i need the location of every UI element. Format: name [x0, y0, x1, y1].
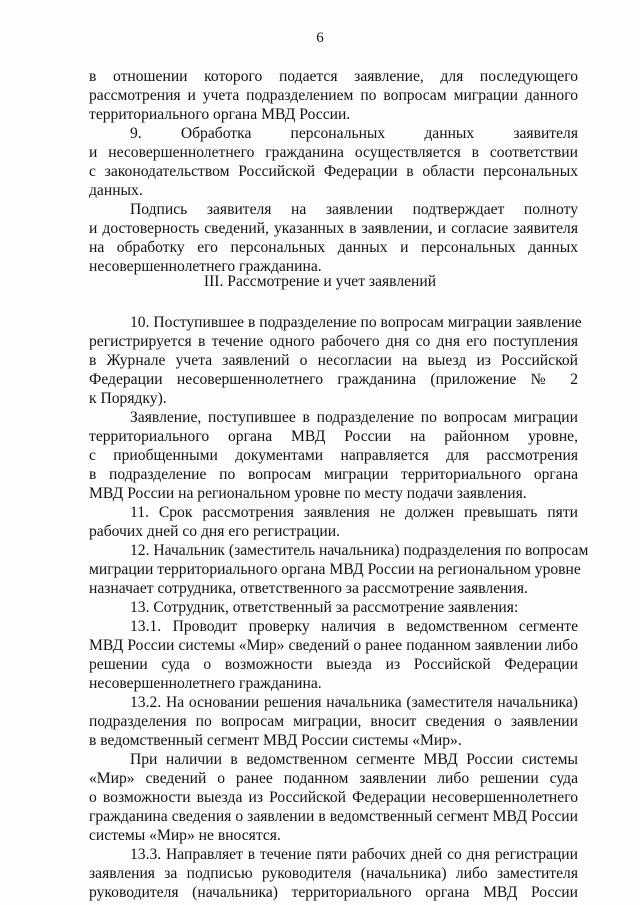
text-line: 12. Начальник (заместитель начальника) подразделения по вопросам [130, 542, 589, 559]
text-line: Федерации несовершеннолетнего гражданина (приложение № 2 [89, 371, 578, 388]
text-line: 10. Поступившее в подразделение по вопросам миграции заявление [130, 314, 582, 331]
text-line: подразделения по вопросам миграции, вносит сведения о заявлении [89, 713, 578, 730]
text-line: Подпись заявителя на заявлении подтверждает полноту [130, 201, 578, 218]
text-line: в подразделение по вопросам миграции территориального органа [89, 466, 578, 483]
text-line: При наличии в ведомственном сегменте МВД России системы [130, 751, 578, 768]
text-line: заявления за подписью руководителя (начальника) либо заместителя [89, 865, 578, 882]
text-line: «Мир» сведений о ранее поданном заявлении либо решении суда [89, 770, 578, 787]
text-line: 13.3. Направляет в течение пяти рабочих дней со дня регистрации [130, 846, 578, 863]
text-line: миграции территориального органа МВД России на региональном уровне [89, 561, 581, 578]
text-line: на обработку его персональных данных и персональных данных [89, 239, 578, 256]
text-line: и несовершеннолетнего гражданина осуществляется в соответствии [89, 144, 578, 161]
text-line: 13.2. На основании решения начальника (заместителя начальника) [130, 694, 578, 711]
text-line: МВД России системы «Мир» сведений о ранее поданном заявлении либо [89, 637, 578, 654]
text-line: о возможности выезда из Российской Федерации несовершеннолетнего [89, 789, 578, 806]
text-line: территориального органа МВД России. [89, 106, 351, 123]
text-line: Заявление, поступившее в подразделение по вопросам миграции [130, 409, 578, 426]
text-line: рассмотрения и учета подразделением по вопросам миграции данного [89, 87, 578, 104]
text-line: несовершеннолетнего гражданина. [89, 675, 322, 692]
text-line: несовершеннолетнего гражданина. [89, 258, 322, 275]
text-line: системы «Мир» не вносятся. [89, 827, 281, 844]
text-line: руководителя (начальника) территориального органа МВД России [89, 884, 578, 901]
text-line: 9. Обработка персональных данных заявителя [130, 125, 578, 142]
text-line: с законодательством Российской Федерации в области персональных [89, 163, 578, 180]
text-line: МВД России на региональном уровне по месту подачи заявления. [89, 485, 527, 502]
text-line: решении суда о возможности выезда из Российской Федерации [89, 656, 578, 673]
section-heading: III. Рассмотрение и учет заявлений [203, 273, 437, 290]
page-number: 6 [316, 30, 324, 46]
text-line: территориального органа МВД России на районном уровне, [89, 428, 578, 445]
text-line: назначает сотрудника, ответственного за рассмотрение заявления. [89, 580, 528, 597]
text-line: и достоверность сведений, указанных в заявлении, и согласие заявителя [89, 220, 578, 237]
text-line: регистрируется в течение одного рабочего дня со дня его поступления [89, 333, 578, 350]
text-line: к Порядку). [89, 390, 167, 407]
text-line: с приобщенными документами направляется для рассмотрения [89, 447, 578, 464]
text-line: в ведомственный сегмент МВД России системы «Мир». [89, 732, 462, 749]
text-line: 11. Срок рассмотрения заявления не должен превышать пяти [130, 504, 578, 521]
text-line: данных. [89, 182, 143, 199]
text-line: 13. Сотрудник, ответственный за рассмотрение заявления: [130, 599, 519, 616]
text-line: гражданина сведения о заявлении в ведомственный сегмент МВД России [89, 808, 578, 825]
text-line: 13.1. Проводит проверку наличия в ведомственном сегменте [130, 618, 578, 635]
text-line: в Журнале учета заявлений о несогласии на выезд из Российской [89, 352, 578, 369]
text-line: рабочих дней со дня его регистрации. [89, 523, 340, 540]
text-line: в отношении которого подается заявление, для последующего [89, 68, 578, 85]
